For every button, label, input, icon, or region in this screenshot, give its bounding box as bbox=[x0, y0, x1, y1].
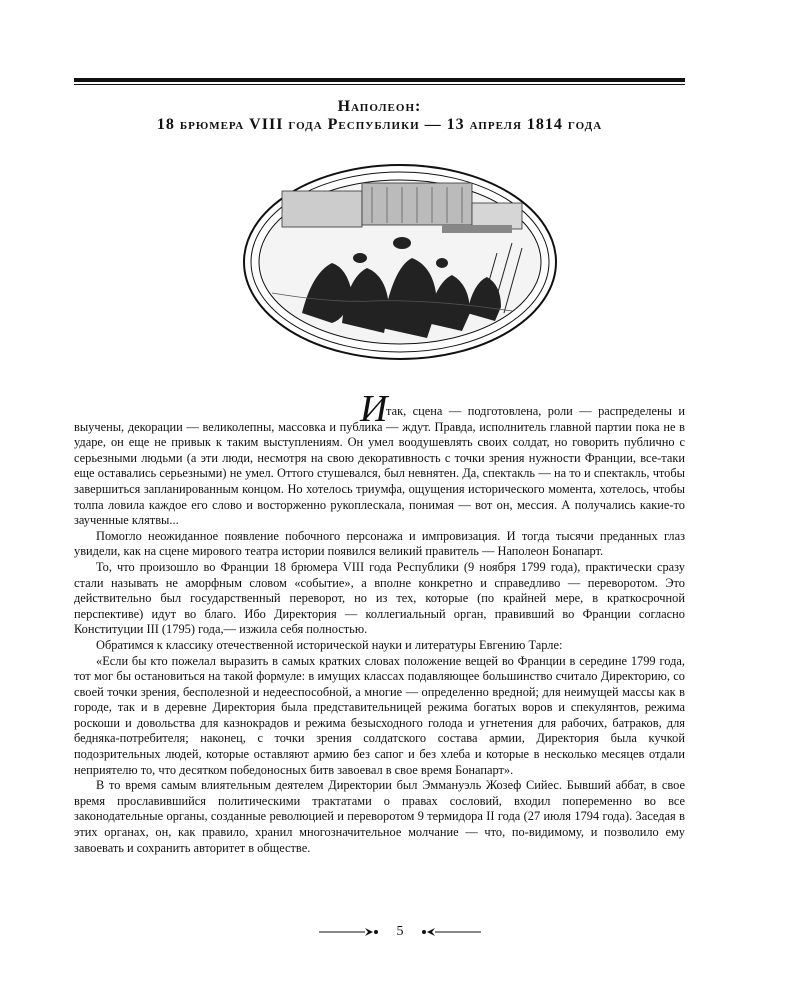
paragraph: В то время самым влиятельным деятелем Директории был Эммануэль Жозеф Сийес. Бывший аббат, в свое время прославившийся политическими трактатами о правах сословий, входил попеременно во все законодательные органы, созданные революцией и переворотом 9 термидора II года (27 июля 1794 года). Заседая в этих органах, он, как правило, хранил многозначительное молчание — что, по-видимому, и позволило ему завоевать и сохранить авторитет в обществе. bbox=[74, 778, 685, 855]
quote-paragraph: «Если бы кто пожелал выразить в самых кратких словах положение вещей во Франции в середине 1799 года, тот мог бы остановиться на такой формуле: в имущих классах подавляющее большинство считало Директорию, со своей точки зрения, бесполезной и недееспособной, а многие — определенно вредной; для неимущей массы как в городе, так и в деревне Директория была представительницей режима богатых воров и спекулянтов, режима роскоши и довольства для казнокрадов и режима безысходного голода и угнетения для рабочих, батраков, для бедняка-потребителя; наконец, с точки зрения солдатского состава армии, Директория была кучкой подозрительных людей, которые оставляют армию без сапог и без хлеба и которые в несколько месяцев отдали неприятелю то, что десятком победоносных битв завоевал в свое время Бонапарт». bbox=[74, 653, 685, 777]
page-footer bbox=[0, 924, 800, 940]
top-rule-thick bbox=[74, 78, 685, 82]
page-number: 5 bbox=[396, 924, 404, 939]
top-rule-thin bbox=[74, 84, 685, 85]
paragraph: так, сцена — подготовлена, роли — распределены и выучены, декорации — великолепны, массовка и публика — ждут. Правда, исполнитель главной партии пока не в ударе, он еще не привык к таким выступлениям. Он умел воодушевлять своих солдат, но говорить публично с серьезными людьми (а эти люди, несмотря на свою декоративность с точки зрения нужности Франции, все-таки еще оставались серьезными) не умел. Оттого стушевался, был невнятен. Да, спектакль — на то и спектакль, чтобы завершиться запланированным концом. Но хотелось триумфа, ощущения исторического момента, хотелось, чтобы толпа ловила каждое его слово и восторженно рукоплескала, понимая — вот он, мессия. А получались какие-то заученные клятвы... bbox=[74, 404, 685, 528]
paragraph: Помогло неожиданное появление побочного персонажа и импровизация. И тогда тысячи преданных глаз увидели, как на сцене мирового театра истории появился великий правитель — Наполеон Бонапарт. bbox=[74, 528, 685, 559]
body-text bbox=[74, 404, 685, 856]
chapter-subtitle: 18 брюмера VIII года Республики — 13 апреля 1814 года bbox=[156, 116, 603, 133]
drop-cap: И bbox=[360, 388, 388, 430]
engraving-vignette-icon bbox=[242, 163, 558, 361]
paragraph: Обратимся к классику отечественной исторической науки и литературы Евгению Тарле: bbox=[96, 637, 563, 652]
chapter-title: Наполеон: bbox=[337, 98, 422, 115]
ornament-right-icon bbox=[421, 927, 481, 937]
paragraph: То, что произошло во Франции 18 брюмера VIII года Республики (9 ноября 1799 года), практически сразу стали называть не аморфным словом «событие», а вполне конкретно и справедливо — переворотом. Это действительно был государственный переворот, но из тех, которые (по крайней мере, в краткосрочной перспективе) идут во благо. Ибо Директория — коллегиальный орган, правивший во Франции согласно Конституции III (1795) года,— изжила себя полностью. bbox=[74, 559, 685, 637]
ornament-left-icon bbox=[319, 927, 379, 937]
